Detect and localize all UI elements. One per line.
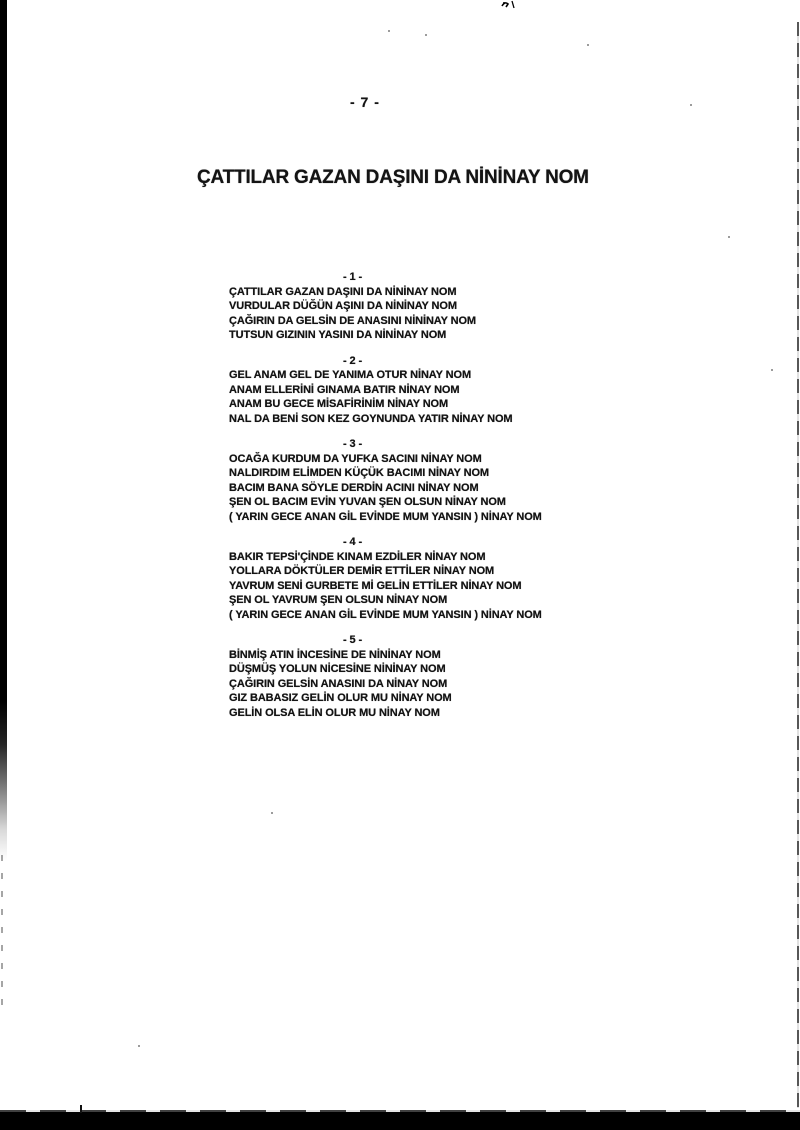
stanza [229, 354, 542, 427]
stanza [229, 270, 542, 343]
scan-edge-left [0, 0, 7, 860]
scan-edge-left-dashes [1, 855, 3, 1015]
scan-speck [728, 236, 730, 238]
stanza-number: - 3 - [343, 438, 363, 450]
lyric-line: ÇAĞIRIN GELSİN ANASINI DA NİNAY NOM [229, 677, 448, 690]
lyric-line: TUTSUN GIZININ YASINI DA NİNİNAY NOM [229, 329, 447, 341]
lyric-line: NAL DA BENİ SON KEZ GOYNUNDA YATIR NİNAY NOM [229, 412, 513, 425]
lyric-line: ŞEN OL BACIM EVİN YUVAN ŞEN OLSUN NİNAY NOM [229, 496, 506, 508]
stanza-number: - 4 - [343, 536, 363, 548]
stanza [229, 437, 542, 524]
lyric-line: ANAM ELLERİNİ GINAMA BATIR NİNAY NOM [229, 383, 460, 396]
lyric-line: ( YARIN GECE ANAN GİL EVİNDE MUM YANSIN ) NİNAY NOM [229, 510, 542, 523]
ink-mark-icon [501, 0, 519, 11]
lyric-line: NALDIRDIM ELİMDEN KÜÇÜK BACIMI NİNAY NOM [229, 467, 490, 479]
lyric-line: ŞEN OL YAVRUM ŞEN OLSUN NİNAY NOM [229, 594, 448, 606]
scan-speck [587, 44, 589, 46]
lyric-line: ÇAĞIRIN DA GELSİN DE ANASINI NİNİNAY NOM [229, 314, 476, 327]
stanza-number: - 2 - [343, 354, 363, 367]
lyric-line: GELİN OLSA ELİN OLUR MU NİNAY NOM [229, 706, 440, 719]
page-number: - 7 - [350, 94, 380, 110]
scan-edge-right [797, 22, 799, 1108]
lyric-line: OCAĞA KURDUM DA YUFKA SACINI NİNAY NOM [229, 452, 482, 465]
scan-speck [138, 1045, 140, 1047]
lyrics-container [229, 270, 542, 731]
lyric-line: ANAM BU GECE MİSAFİRİNİM NİNAY NOM [229, 398, 449, 410]
lyric-line: BACIM BANA SÖYLE DERDİN ACINI NİNAY NOM [229, 481, 479, 494]
scan-artifact-tick [80, 1105, 82, 1113]
lyric-line: YAVRUM SENİ GURBETE Mİ GELİN ETTİLER NİNAY NOM [229, 579, 522, 592]
stanza-number: - 5 - [343, 634, 363, 646]
lyric-line: ÇATTILAR GAZAN DAŞINI DA NİNİNAY NOM [229, 285, 457, 298]
song-title: ÇATTILAR GAZAN DAŞINI DA NİNİNAY NOM [197, 167, 589, 188]
stanza-number: - 1 - [343, 271, 363, 283]
lyric-line: BAKIR TEPSİ'ÇİNDE KINAM EZDİLER NİNAY NOM [229, 550, 486, 563]
lyric-line: BİNMİŞ ATIN İNCESİNE DE NİNİNAY NOM [229, 648, 441, 661]
stanza [229, 633, 542, 720]
lyric-line: VURDULAR DÜĞÜN AŞINI DA NİNİNAY NOM [229, 300, 457, 312]
scan-speck [771, 369, 773, 371]
lyric-line: ( YARIN GECE ANAN GİL EVİNDE MUM YANSIN ) NİNAY NOM [229, 608, 542, 621]
scan-edge-bottom [0, 1112, 800, 1130]
scan-speck [388, 30, 390, 32]
lyric-line: GIZ BABASIZ GELİN OLUR MU NİNAY NOM [229, 692, 452, 704]
lyric-line: GEL ANAM GEL DE YANIMA OTUR NİNAY NOM [229, 369, 472, 381]
scan-speck [425, 34, 427, 36]
stanza [229, 535, 542, 622]
lyric-line: DÜŞMÜŞ YOLUN NİCESİNE NİNİNAY NOM [229, 663, 446, 675]
lyric-line: YOLLARA DÖKTÜLER DEMİR ETTİLER NİNAY NOM [229, 565, 495, 577]
scan-speck [271, 812, 273, 814]
scan-speck [690, 104, 692, 106]
